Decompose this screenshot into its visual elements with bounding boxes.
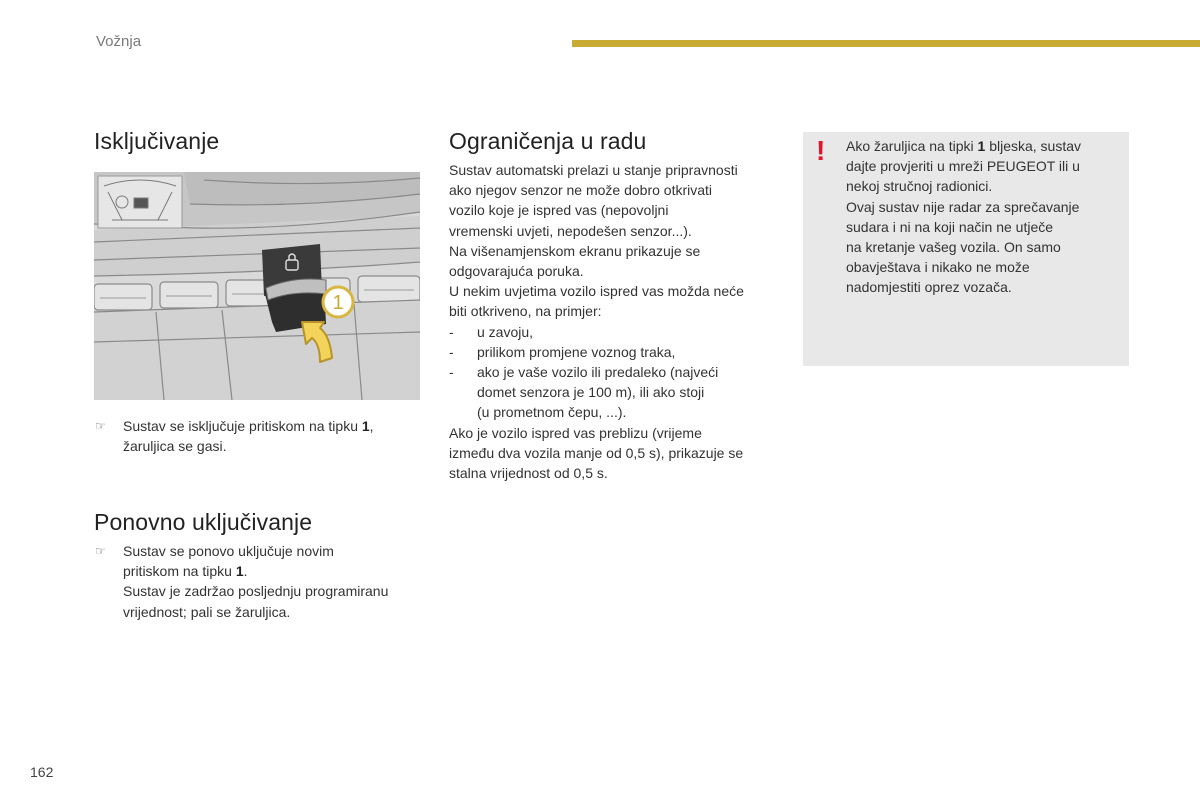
switch-off-text: Sustav se isključuje pritiskom na tipku 1, žaruljica se gasi.: [123, 418, 374, 455]
dashboard-button-illustration: [94, 172, 420, 400]
pointing-hand-icon: ☞: [95, 544, 106, 558]
limitations-text: Sustav automatski prelazi u stanje pripravnosti ako njegov senzor ne može dobro otkrivati vozilo koje je ispred vas (nepovoljni vremenski uvjeti, nepodešen senzor...). Na višenamjenskom ekranu prikazuje se odgovarajuća poruka. U nekim uvjetima vozilo ispred vas možda neće biti otkriveno, na primjer: - u zavoju, - prilikom promjene voznog traka, - ako je vaše vozilo ili predaleko (najveći domet senzora je 100 m), ili ako stoji (u prometnom čepu, ...). Ako je vozilo ispred vas preblizu (vrijeme između dva vozila manje od 0,5 s), prikazuje se stalna vrijednost od 0,5 s.: [449, 160, 779, 483]
page-number: 162: [30, 764, 54, 780]
pointing-hand-icon: ☞: [95, 419, 106, 433]
list-item: - prilikom promjene voznog traka,: [449, 343, 676, 360]
header-accent-bar: [572, 40, 1200, 47]
section-header: Vožnja: [96, 33, 142, 50]
warning-exclamation-icon: !: [816, 135, 826, 166]
heading-switch-off: Isključivanje: [94, 128, 220, 154]
callout-number: 1: [332, 292, 344, 314]
list-item: - u zavoju,: [449, 323, 534, 340]
switch-on-text: Sustav se ponovo uključuje novim pritiskom na tipku 1. Sustav je zadržao posljednju programiranu vrijednost; pali se žaruljica.: [123, 543, 389, 620]
warning-note-text: Ako žaruljica na tipki 1 bljeska, sustav dajte provjeriti u mreži PEUGEOT ili u nekoj stručnoj radionici. Ovaj sustav nije radar za sprečavanje sudara i ni na koji način ne utječe na kretanje vašeg vozila. On samo obavještava i nikako ne može nadomjestiti oprez vozača.: [846, 138, 1082, 296]
heading-limitations: Ograničenja u radu: [449, 128, 647, 154]
list-item: - ako je vaše vozilo ili predaleko (najveći domet senzora je 100 m), ili ako stoji (u prometnom čepu, ...).: [449, 364, 719, 421]
heading-switch-on: Ponovno uključivanje: [94, 509, 313, 535]
